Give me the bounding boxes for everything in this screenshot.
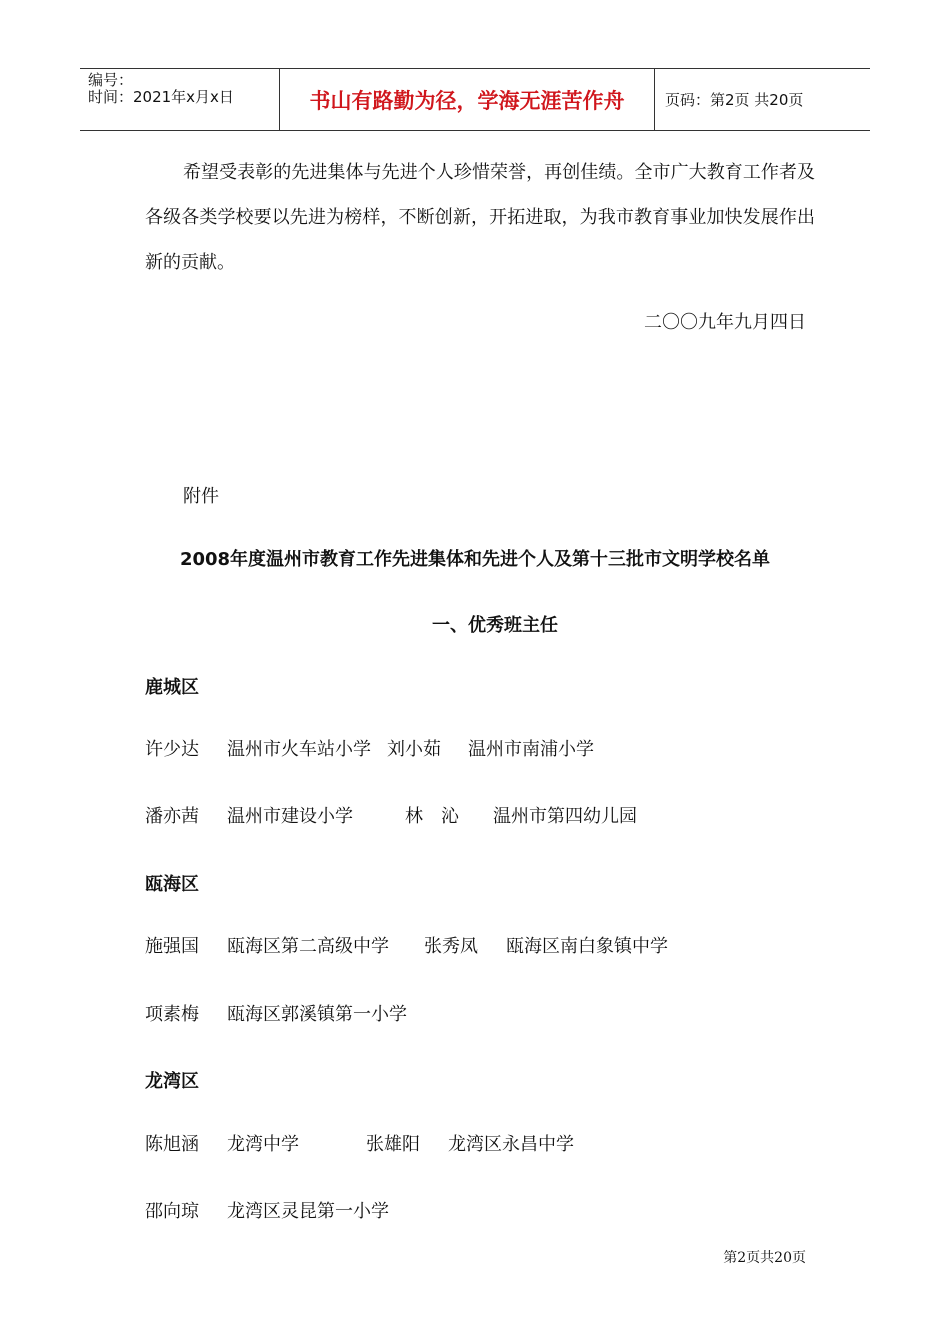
time-label: 时间：2021年x月x日: [88, 88, 234, 106]
district-heading: 龙湾区: [145, 1071, 199, 1092]
page-header: [80, 68, 870, 131]
person-name: 许少达: [145, 739, 199, 760]
number-label: 编号：: [88, 71, 134, 89]
person-school: 龙湾中学: [227, 1134, 299, 1155]
section-title: 一、优秀班主任: [432, 615, 558, 636]
person-school: 瓯海区郭溪镇第一小学: [227, 1004, 407, 1025]
closing-paragraph: 希望受表彰的先进集体与先进个人珍惜荣誉，再创佳绩。全市广大教育工作者及各级各类学校要以先进为榜样，不断创新，开拓进取，为我市教育事业加快发展作出新的贡献。: [145, 162, 815, 273]
person-school: 龙湾区永昌中学: [448, 1134, 574, 1155]
person-school: 温州市建设小学: [227, 806, 353, 827]
person-school: 瓯海区第二高级中学: [227, 936, 389, 957]
document-date: 二〇〇九年九月四日: [644, 312, 806, 333]
person-school: 瓯海区南白象镇中学: [506, 936, 668, 957]
header-meta: [80, 69, 280, 130]
person-school: 温州市火车站小学: [227, 739, 371, 760]
attachment-label: 附件: [183, 486, 219, 507]
person-name: 刘小茹: [387, 739, 441, 760]
person-name: 陈旭涵: [145, 1134, 199, 1155]
header-page-info: 页码：第2页 共20页: [665, 91, 804, 109]
page-footer: 第2页共20页: [723, 1250, 806, 1266]
list-title: 2008年度温州市教育工作先进集体和先进个人及第十三批市文明学校名单: [179, 549, 771, 570]
district-heading: 瓯海区: [145, 874, 199, 895]
person-name: 项素梅: [145, 1004, 199, 1025]
person-name: 施强国: [145, 936, 199, 957]
person-name: 潘亦茜: [145, 806, 199, 827]
header-motto: 书山有路勤为径，学海无涯苦作舟: [280, 69, 655, 130]
person-name: 邵向琼: [145, 1201, 199, 1222]
person-name: 张雄阳: [366, 1134, 420, 1155]
person-school: 温州市第四幼儿园: [493, 806, 637, 827]
person-name: 林 沁: [405, 806, 459, 827]
district-heading: 鹿城区: [145, 677, 199, 698]
person-school: 龙湾区灵昆第一小学: [227, 1201, 389, 1222]
person-school: 温州市南浦小学: [468, 739, 594, 760]
person-name: 张秀凤: [424, 936, 478, 957]
